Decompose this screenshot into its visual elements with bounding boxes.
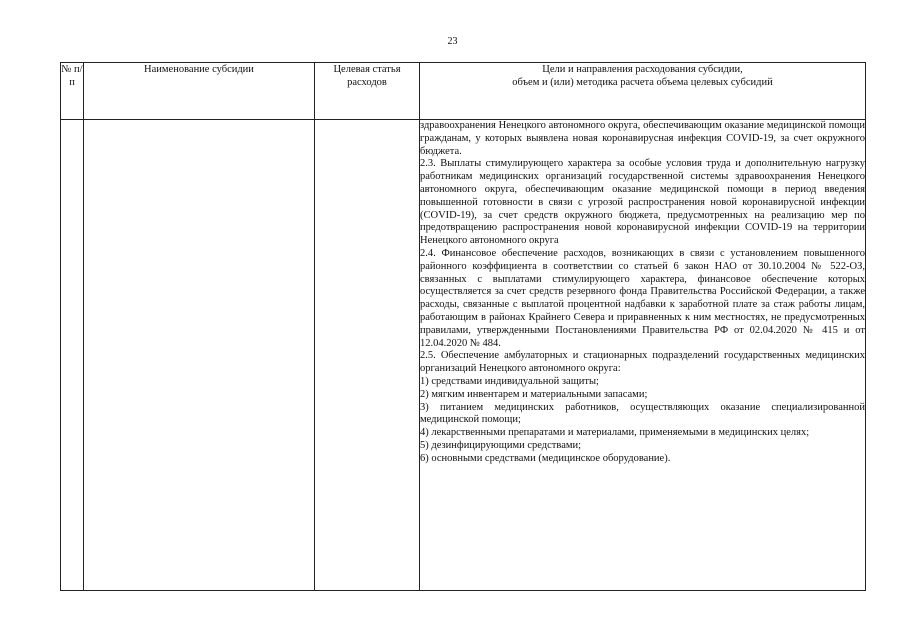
paragraph: 2.5. Обеспечение амбулаторных и стационарных подразделений государственных медицинских организаций Ненецкого автономного округа: [420,350,865,375]
subsidy-table [60,62,866,591]
paragraph: 2.4. Финансовое обеспечение расходов, возникающих в связи с установлением повышенного районного коэффициента в соответствии со статьей 6 закон НАО от 30.10.2004 № 522-ОЗ, связанных с выплатами стимулирующего характера, финансовое обеспечение которых осуществляется за счет средств резервного фонда Правительства Российской Федерации, а также расходы, связанные с выплатой процентной надбавки к заработной плате за стаж работы лицам, работающим в районах Крайнего Севера и приравненных к ним местностях, не предусмотренных правилами, утвержденными Постановлениями Правительства РФ от 02.04.2020 № 415 и от 12.04.2020 № 484. [420,247,865,349]
cell-num [61,120,84,591]
header-goals [420,63,866,120]
header-goals-line2: объем и (или) методика расчета объема целевых субсидий [512,77,773,88]
cell-goals-content [420,120,866,591]
header-goals-line1: Цели и направления расходования субсидии, [542,64,743,75]
list-item: 3) питанием медицинских работников, осуществляющих оказание специализированной медицинской помощи; [420,401,865,426]
paragraph: 2.3. Выплаты стимулирующего характера за особые условия труда и дополнительную нагрузку работникам медицинских организаций государственной системы здравоохранения Ненецкого автономного округа, обеспечивающим оказание медицинской помощи в период введения повышенной готовности в связи с угрозой распространения новой коронавирусной инфекции (COVID-19), за счет средств окружного бюджета, предусмотренных на реализацию мер по предотвращению распространения новой коронавирусной инфекции COVID-19 на территории Ненецкого автономного округа [420,158,865,247]
list-item: 6) основными средствами (медицинское оборудование). [420,452,671,464]
cell-target-article [315,120,420,591]
paragraph: здравоохранения Ненецкого автономного округа, обеспечивающим оказание медицинской помощи гражданам, у которых выявлена новая коронавирусная инфекция COVID-19, за счет окружного бюджета. [420,120,865,157]
header-num: № п/п [61,63,84,120]
list-item: 4) лекарственными препаратами и материалами, применяемыми в медицинских целях; [420,427,810,439]
list-item: 1) средствами индивидуальной защиты; [420,375,599,387]
header-target-article: Целевая статья расходов [315,63,420,120]
list-item: 5) дезинфицирующими средствами; [420,439,582,451]
table-row [61,120,866,591]
list-item: 2) мягким инвентарем и материальными запасами; [420,388,648,400]
cell-subsidy-name [84,120,315,591]
header-subsidy-name: Наименование субсидии [84,63,315,120]
table-header-row [61,63,866,120]
page-number: 23 [447,36,458,47]
